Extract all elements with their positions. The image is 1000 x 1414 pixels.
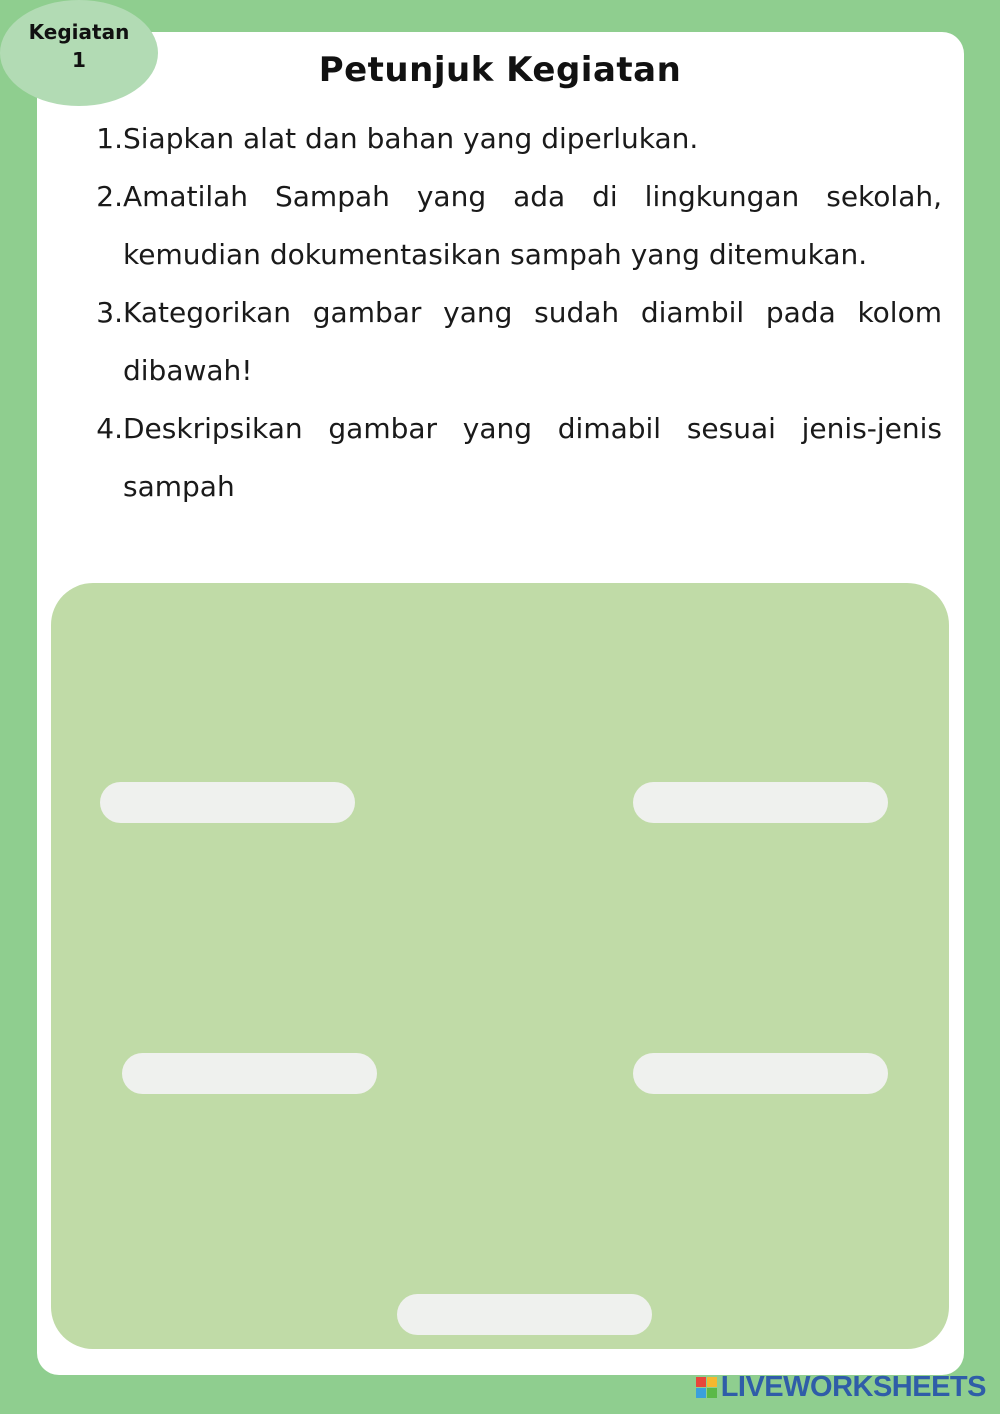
answer-drop-slot-1[interactable] xyxy=(100,782,355,823)
instruction-item xyxy=(85,400,942,516)
answer-drop-slot-2[interactable] xyxy=(633,782,888,823)
liveworksheets-logo-icon xyxy=(696,1377,717,1398)
badge-number: 1 xyxy=(72,48,86,72)
instruction-number: 2. xyxy=(96,180,123,213)
answer-drop-slot-5[interactable] xyxy=(397,1294,652,1335)
instruction-item xyxy=(85,284,942,400)
answer-drop-slot-3[interactable] xyxy=(122,1053,377,1094)
answer-panel xyxy=(51,583,949,1349)
instruction-text: Deskripsikan gambar yang dimabil sesuai jenis-jenis sampah xyxy=(123,412,942,503)
instruction-item xyxy=(85,168,942,284)
instruction-number: 3. xyxy=(96,296,123,329)
badge-label: Kegiatan xyxy=(28,20,130,44)
instruction-number: 1. xyxy=(96,122,123,155)
instruction-item xyxy=(85,110,942,168)
instruction-text: Amatilah Sampah yang ada di lingkungan sekolah, kemudian dokumentasikan sampah yang ditemukan. xyxy=(123,180,942,271)
answer-drop-slot-4[interactable] xyxy=(633,1053,888,1094)
brand-name: LIVEWORKSHEETS xyxy=(720,1371,986,1403)
liveworksheets-footer xyxy=(696,1371,986,1404)
instruction-text: Kategorikan gambar yang sudah diambil pada kolom dibawah! xyxy=(123,296,942,387)
instruction-number: 4. xyxy=(96,412,123,445)
instruction-list xyxy=(85,110,942,516)
instruction-text: Siapkan alat dan bahan yang diperlukan. xyxy=(123,122,699,155)
page-title: Petunjuk Kegiatan xyxy=(318,50,682,90)
